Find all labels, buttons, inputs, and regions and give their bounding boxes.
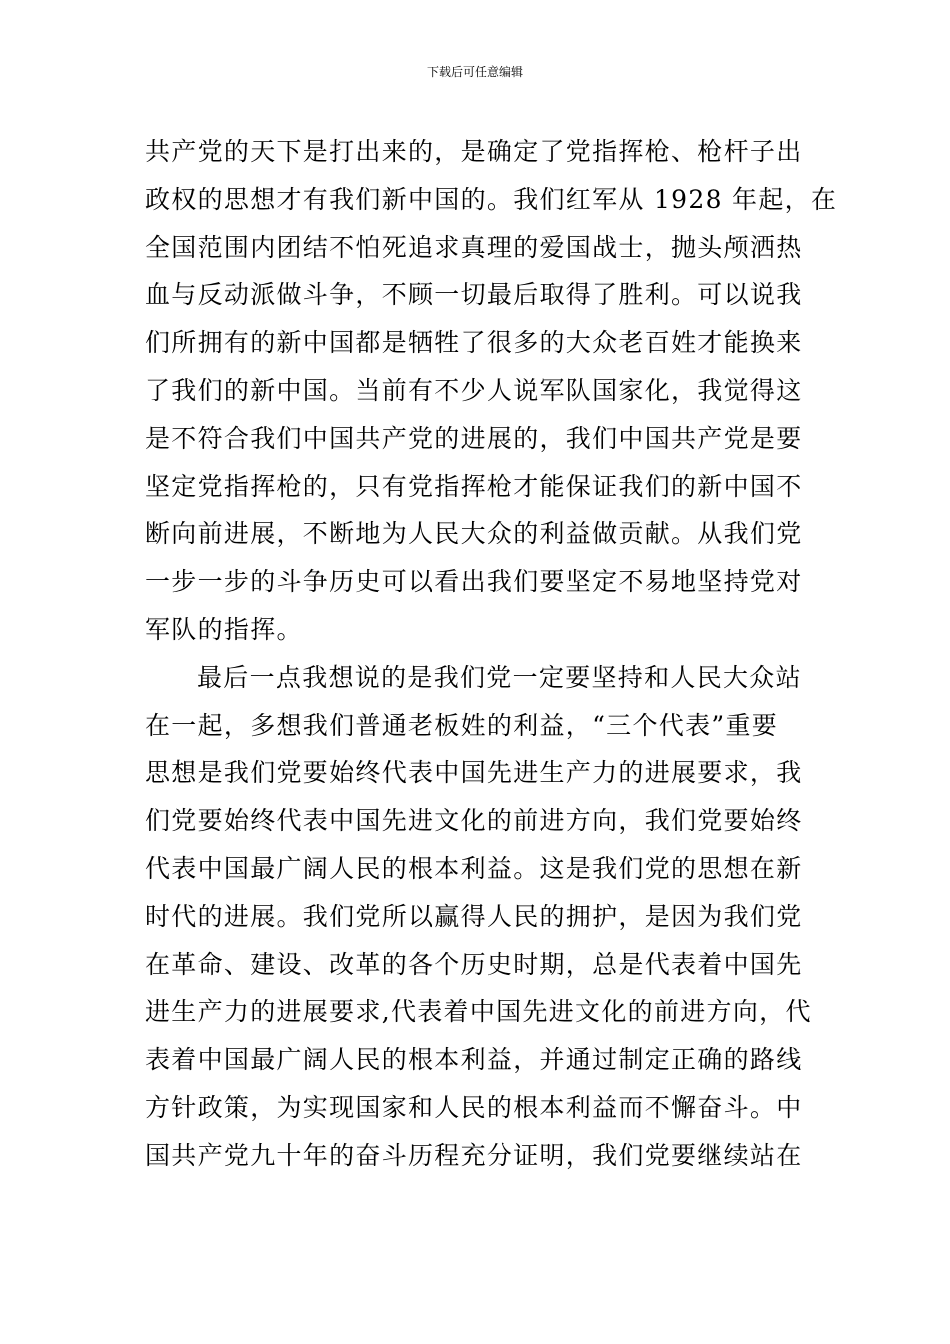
text-line: 是不符合我们中国共产党的进展的，我们中国共产党是要 <box>145 423 803 453</box>
page-header: 下载后可任意编辑 <box>426 65 523 79</box>
text-line: 政权的思想才有我们新中国的。我们红军从 1928 年起，在 <box>145 184 838 214</box>
document-body <box>145 128 838 1180</box>
text-line: 全国范围内团结不怕死追求真理的爱国战士，抛头颅洒热 <box>145 232 803 262</box>
text-line: 最后一点我想说的是我们党一定要坚持和人民大众站 <box>197 662 802 692</box>
text-line: 坚定党指挥枪的，只有党指挥枪才能保证我们的新中国不 <box>145 471 803 501</box>
text-line: 代表中国最广阔人民的根本利益。这是我们党的思想在新 <box>145 853 803 883</box>
paragraph-1 <box>145 128 838 654</box>
text-line: 们党要始终代表中国先进文化的前进方向，我们党要始终 <box>145 806 803 836</box>
text-line: 军队的指挥。 <box>145 614 303 644</box>
text-line: 断向前进展，不断地为人民大众的利益做贡献。从我们党 <box>145 519 803 549</box>
text-line: 思想是我们党要始终代表中国先进生产力的进展要求，我 <box>145 758 803 788</box>
text-line: 进生产力的进展要求,代表着中国先进文化的前进方向，代 <box>145 997 812 1027</box>
text-line: 表着中国最广阔人民的根本利益，并通过制定正确的路线 <box>145 1045 803 1075</box>
text-line: 国共产党九十年的奋斗历程充分证明，我们党要继续站在 <box>145 1140 803 1170</box>
text-line: 一步一步的斗争历史可以看出我们要坚定不易地坚持党对 <box>145 567 803 597</box>
text-line: 血与反动派做斗争，不顾一切最后取得了胜利。可以说我 <box>145 280 803 310</box>
text-line: 在一起，多想我们普通老板姓的利益，“三个代表”重要 <box>145 710 779 740</box>
text-line: 时代的进展。我们党所以赢得人民的拥护，是因为我们党 <box>145 901 803 931</box>
text-line: 方针政策，为实现国家和人民的根本利益而不懈奋斗。中 <box>145 1092 803 1122</box>
text-line: 在革命、建设、改革的各个历史时期，总是代表着中国先 <box>145 949 803 979</box>
text-line: 共产党的天下是打出来的，是确定了党指挥枪、枪杆子出 <box>145 137 803 166</box>
paragraph-2 <box>145 654 815 1180</box>
text-line: 们所拥有的新中国都是牺牲了很多的大众老百姓才能换来 <box>145 328 803 358</box>
text-line: 了我们的新中国。当前有不少人说军队国家化，我觉得这 <box>145 375 803 405</box>
